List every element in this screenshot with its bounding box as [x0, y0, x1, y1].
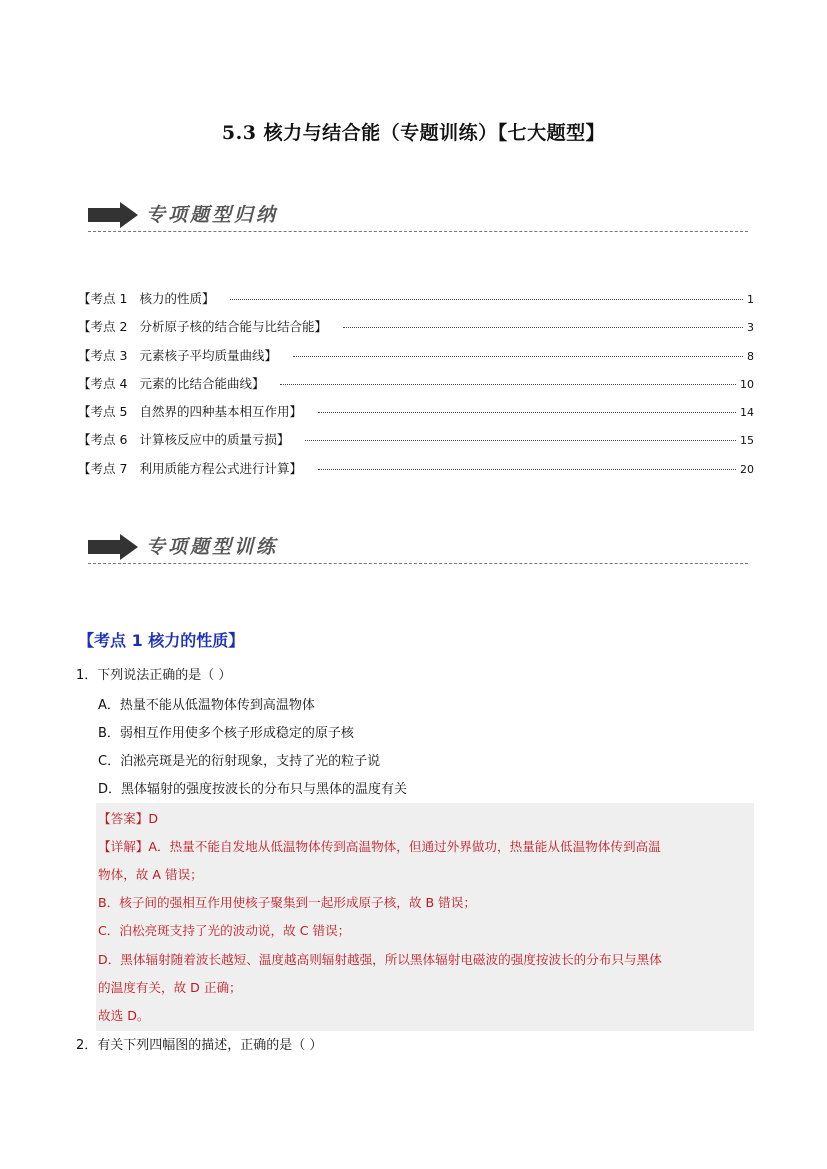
- section-banner-summary: [88, 198, 748, 238]
- toc-leader: [280, 384, 736, 385]
- question-2-stem: 2．有关下列四幅图的描述，正确的是（ ）: [76, 1038, 323, 1053]
- toc-leader: [305, 440, 736, 441]
- page-title: 5.3 核力与结合能（专题训练）【七大题型】: [221, 122, 606, 144]
- banner-divider: [88, 563, 748, 564]
- banner-divider: [88, 231, 748, 232]
- answer-line: D．黑体辐射随着波长越短、温度越高则辐射越强，所以黑体辐射电磁波的强度按波长的分布只与黑体: [98, 952, 662, 967]
- toc-item[interactable]: [78, 289, 754, 317]
- question-1-option-b: B．弱相互作用使多个核子形成稳定的原子核: [98, 726, 354, 741]
- section-banner-training: [88, 530, 748, 570]
- answer-line: 【答案】D: [98, 811, 159, 826]
- toc-topic: 元素核子平均质量曲线】: [139, 347, 277, 363]
- toc-page-number: 10: [740, 377, 754, 391]
- answer-line: B．核子间的强相互作用使核子聚集到一起形成原子核，故 B 错误；: [98, 895, 476, 910]
- toc-leader: [230, 299, 743, 300]
- answer-line: 物体，故 A 错误；: [98, 867, 203, 882]
- toc-leader: [293, 356, 743, 357]
- question-1-option-d: D．黑体辐射的强度按波长的分布只与黑体的温度有关: [98, 782, 408, 797]
- question-1-option-a: A．热量不能从低温物体传到高温物体: [98, 698, 315, 713]
- toc-item[interactable]: [78, 317, 754, 345]
- banner-training-text: 专项题型训练: [146, 536, 279, 558]
- toc-label: 【考点 1: [78, 291, 128, 306]
- section-heading: 【考点 1 核力的性质】: [78, 631, 245, 650]
- toc-item[interactable]: [78, 346, 754, 374]
- toc-page-number: 15: [740, 434, 754, 448]
- toc-label: 【考点 2: [78, 319, 128, 335]
- toc-leader: [343, 327, 743, 328]
- arrow-icon: [88, 202, 140, 228]
- toc-label: 【考点 7: [78, 460, 128, 476]
- toc-label: 【考点 4: [78, 375, 128, 391]
- arrow-icon: [88, 534, 140, 560]
- banner-summary-text: 专项题型归纳: [146, 204, 279, 226]
- toc-topic: 自然界的四种基本相互作用】: [139, 404, 302, 420]
- toc-page-number: 3: [747, 321, 754, 335]
- question-1-option-c: C．泊淞亮斑是光的衍射现象，支持了光的粒子说: [98, 754, 381, 769]
- toc-topic: 核力的性质】: [139, 291, 215, 306]
- toc-topic: 计算核反应中的质量亏损】: [139, 432, 290, 448]
- toc-label: 【考点 3: [78, 347, 128, 363]
- table-of-contents: [78, 289, 754, 487]
- toc-label: 【考点 6: [78, 432, 128, 448]
- toc-leader: [318, 412, 736, 413]
- toc-label: 【考点 5: [78, 404, 128, 420]
- toc-topic: 分析原子核的结合能与比结合能】: [139, 319, 327, 335]
- toc-item[interactable]: [78, 374, 754, 402]
- toc-page-number: 8: [747, 349, 754, 363]
- answer-line: 的温度有关，故 D 正确；: [98, 980, 242, 995]
- question-1-stem: 1．下列说法正确的是（ ）: [76, 668, 232, 683]
- toc-item[interactable]: [78, 459, 754, 487]
- answer-line: 故选 D。: [98, 1008, 150, 1023]
- answer-line: 【详解】A．热量不能自发地从低温物体传到高温物体，但通过外界做功，热量能从低温物体传到高温: [98, 839, 661, 854]
- toc-page-number: 1: [747, 293, 754, 306]
- toc-topic: 元素的比结合能曲线】: [139, 375, 265, 391]
- toc-item[interactable]: [78, 430, 754, 458]
- toc-page-number: 20: [740, 462, 754, 476]
- toc-item[interactable]: [78, 402, 754, 430]
- answer-line: C．泊松亮斑支持了光的波动说，故 C 错误；: [98, 923, 351, 938]
- toc-page-number: 14: [740, 406, 754, 420]
- toc-leader: [318, 469, 736, 470]
- toc-topic: 利用质能方程公式进行计算】: [139, 460, 302, 476]
